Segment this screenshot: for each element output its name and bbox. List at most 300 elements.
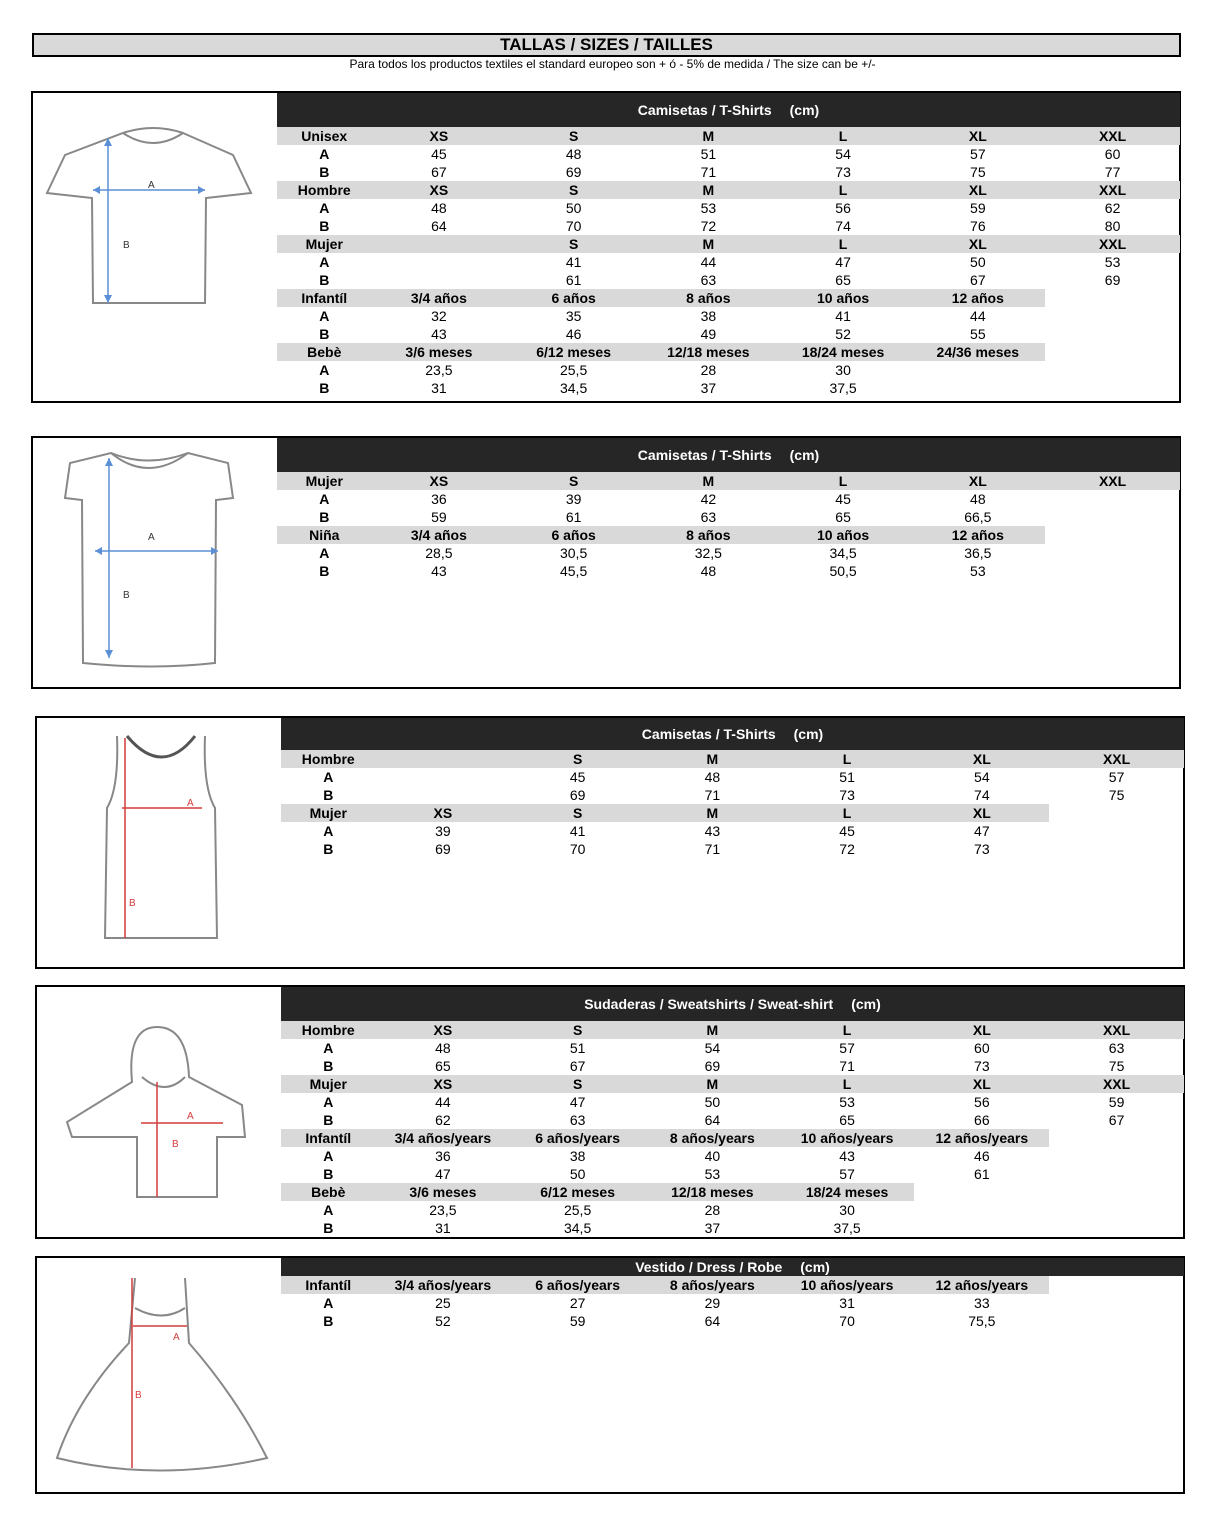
measurement-cell: 63 — [700, 509, 717, 525]
measurement-cell: 69 — [1104, 272, 1121, 288]
size-label: 6 años — [506, 526, 641, 544]
measurement-cell: 57 — [839, 1040, 855, 1056]
table-title: Vestido / Dress / Robe (cm) — [281, 1258, 1184, 1276]
measurement-cell: 47 — [435, 1166, 451, 1182]
measurement-cell: 71 — [704, 841, 721, 857]
size-section-tshirt-women — [31, 436, 1181, 689]
measurement-cell: 30 — [835, 362, 851, 378]
row-label: Niña — [277, 526, 372, 544]
measurement-cell: 50,5 — [829, 563, 857, 579]
measurement-cell: 57 — [839, 1166, 855, 1182]
empty-cell — [914, 1183, 1049, 1201]
measurement-row — [277, 163, 1180, 181]
size-table — [277, 438, 1180, 580]
measurement-row — [281, 1294, 1184, 1312]
measurement-cell: 31 — [839, 1295, 855, 1311]
measurement-cell: 37,5 — [833, 1220, 861, 1236]
row-label: B — [319, 272, 330, 288]
measurement-cell: 71 — [700, 164, 717, 180]
size-label: 3/4 años — [372, 289, 507, 307]
size-label: L — [776, 127, 911, 145]
size-section-tanktop — [35, 716, 1185, 969]
size-label: S — [506, 127, 641, 145]
size-label: M — [645, 1075, 780, 1093]
size-label: L — [780, 1021, 915, 1039]
measurement-cell: 48 — [435, 1040, 451, 1056]
measure-label-b: B — [123, 240, 130, 251]
measure-label-b: B — [123, 590, 130, 601]
size-section-tshirt — [31, 91, 1181, 403]
size-label: XL — [914, 1021, 1049, 1039]
size-label: XS — [372, 127, 507, 145]
size-label: XS — [376, 1075, 511, 1093]
measurement-cell: 23,5 — [429, 1202, 457, 1218]
size-label: XS — [372, 472, 507, 490]
size-label: 10 años/years — [780, 1276, 915, 1294]
size-label: S — [510, 750, 645, 768]
measurement-cell: 27 — [569, 1295, 586, 1311]
measurement-cell: 60 — [974, 1040, 990, 1056]
measurement-cell: 74 — [974, 787, 990, 803]
empty-cell — [1045, 544, 1180, 562]
measurement-row — [277, 379, 1180, 397]
measurement-row — [281, 1057, 1184, 1075]
measurement-row — [277, 490, 1180, 508]
row-label: A — [323, 823, 334, 839]
measurement-cell: 43 — [431, 563, 447, 579]
measurement-cell: 28 — [700, 362, 717, 378]
empty-cell — [1049, 804, 1184, 822]
measurement-cell: 54 — [974, 769, 990, 785]
size-section-sweatshirt — [35, 985, 1185, 1239]
measurement-cell: 36,5 — [964, 545, 992, 561]
measurement-cell: 80 — [1104, 218, 1121, 234]
measurement-cell: 63 — [700, 272, 717, 288]
measurement-cell: 45 — [835, 491, 851, 507]
size-label: XL — [914, 804, 1049, 822]
measurement-cell: 69 — [565, 164, 582, 180]
measurement-cell: 34,5 — [559, 380, 588, 396]
measurement-cell: 72 — [839, 841, 855, 857]
empty-cell — [914, 1201, 1049, 1219]
measurement-cell: 48 — [970, 491, 986, 507]
table-title: Sudaderas / Sweatshirts / Sweat-shirt (cm) — [281, 987, 1184, 1021]
measurement-cell: 34,5 — [563, 1220, 592, 1236]
measurement-cell: 63 — [569, 1112, 586, 1128]
measurement-cell: 76 — [970, 218, 986, 234]
size-table — [277, 93, 1180, 397]
measurement-cell: 65 — [435, 1058, 451, 1074]
measurement-cell: 69 — [435, 841, 451, 857]
measurement-cell: 61 — [974, 1166, 990, 1182]
measurement-cell: 37 — [700, 380, 717, 396]
size-label: 8 años/years — [645, 1276, 780, 1294]
measurement-cell: 52 — [435, 1313, 451, 1329]
measurement-cell: 53 — [970, 563, 986, 579]
measurement-cell: 25,5 — [559, 362, 588, 378]
row-label: Infantíl — [277, 289, 372, 307]
empty-cell — [1049, 1201, 1184, 1219]
empty-cell — [1049, 1294, 1184, 1312]
size-label: M — [641, 127, 776, 145]
row-label: A — [319, 308, 330, 324]
size-section-dress — [35, 1256, 1185, 1494]
size-label: 10 años — [776, 526, 911, 544]
measurement-cell: 42 — [700, 491, 717, 507]
size-table — [281, 987, 1184, 1237]
measurement-cell: 69 — [569, 787, 586, 803]
measurement-row — [281, 786, 1184, 804]
row-label: Mujer — [281, 1075, 376, 1093]
measurement-cell: 43 — [431, 326, 447, 342]
measurement-cell: 73 — [974, 841, 990, 857]
empty-cell — [1045, 526, 1180, 544]
size-table — [281, 1258, 1184, 1330]
empty-cell — [1049, 1219, 1184, 1237]
measurement-cell: 30,5 — [559, 545, 588, 561]
row-label: A — [323, 769, 334, 785]
size-label: 3/4 años — [372, 526, 507, 544]
size-label: M — [645, 1021, 780, 1039]
row-label: B — [319, 218, 330, 234]
size-label: XL — [910, 127, 1045, 145]
measurement-cell: 41 — [835, 308, 851, 324]
size-label: S — [506, 472, 641, 490]
row-label: A — [319, 362, 330, 378]
size-label: 12 años/years — [914, 1129, 1049, 1147]
measurement-cell — [910, 379, 1045, 397]
measurement-row — [281, 768, 1184, 786]
row-label: B — [319, 563, 330, 579]
measurement-cell: 25,5 — [563, 1202, 592, 1218]
size-label: 6 años — [506, 289, 641, 307]
measurement-cell: 67 — [970, 272, 986, 288]
size-label: 8 años/years — [645, 1129, 780, 1147]
row-label: B — [323, 1112, 334, 1128]
row-label: A — [323, 1202, 334, 1218]
measurement-cell: 44 — [700, 254, 717, 270]
size-label: S — [506, 235, 641, 253]
empty-cell — [1045, 361, 1180, 379]
measurement-cell — [372, 271, 507, 289]
measure-label-b: B — [135, 1390, 142, 1401]
measurement-cell: 37 — [704, 1220, 721, 1236]
measurement-cell: 45 — [431, 146, 447, 162]
empty-cell — [1049, 1129, 1184, 1147]
size-label: 6 años/years — [510, 1129, 645, 1147]
measurement-cell: 49 — [700, 326, 717, 342]
measurement-cell: 65 — [835, 509, 851, 525]
size-label: XXL — [1049, 1075, 1184, 1093]
empty-cell — [1049, 1165, 1184, 1183]
measure-label-a: A — [148, 180, 155, 191]
measure-label-a: A — [148, 532, 155, 543]
measurement-cell: 39 — [565, 491, 582, 507]
size-label: L — [780, 1075, 915, 1093]
size-header-row — [277, 343, 1180, 361]
measurement-cell: 62 — [435, 1112, 451, 1128]
size-label: XXL — [1049, 1021, 1184, 1039]
size-label: XXL — [1045, 127, 1180, 145]
size-label: XS — [376, 1021, 511, 1039]
measurement-row — [281, 1219, 1184, 1237]
measurement-cell: 53 — [839, 1094, 855, 1110]
row-label: Unisex — [277, 127, 372, 145]
measurement-cell: 61 — [565, 509, 582, 525]
measurement-row — [277, 562, 1180, 580]
empty-cell — [1045, 325, 1180, 343]
size-header-row — [281, 1276, 1184, 1294]
row-label: B — [319, 326, 330, 342]
size-header-row — [281, 750, 1184, 768]
size-header-row — [281, 804, 1184, 822]
measurement-cell: 41 — [569, 823, 586, 839]
measurement-cell: 36 — [435, 1148, 451, 1164]
measurement-cell: 70 — [839, 1313, 855, 1329]
measurement-cell: 59 — [970, 200, 986, 216]
size-label: XS — [372, 181, 507, 199]
measurement-cell: 48 — [700, 563, 717, 579]
row-label: Infantíl — [281, 1276, 376, 1294]
measurement-cell: 43 — [839, 1148, 855, 1164]
size-label: M — [641, 181, 776, 199]
row-label: Hombre — [281, 750, 376, 768]
row-label: B — [323, 787, 334, 803]
size-label: 3/4 años/years — [376, 1129, 511, 1147]
measurement-cell: 59 — [431, 509, 447, 525]
row-label: Mujer — [281, 804, 376, 822]
measurement-cell: 37,5 — [829, 380, 857, 396]
measurement-cell: 47 — [974, 823, 990, 839]
measurement-cell: 73 — [974, 1058, 990, 1074]
measurement-cell: 50 — [970, 254, 986, 270]
measurement-cell: 53 — [1104, 254, 1121, 270]
measurement-cell: 25 — [435, 1295, 451, 1311]
empty-cell — [1049, 1147, 1184, 1165]
size-label: XXL — [1045, 235, 1180, 253]
measurement-cell: 54 — [835, 146, 851, 162]
measurement-cell: 75,5 — [968, 1313, 996, 1329]
row-label: A — [319, 491, 330, 507]
measurement-cell: 63 — [1108, 1040, 1125, 1056]
row-label: Hombre — [277, 181, 372, 199]
measurement-cell: 39 — [435, 823, 451, 839]
measurement-cell: 75 — [1108, 787, 1125, 803]
tshirt-illustration — [33, 93, 277, 401]
size-label: 18/24 meses — [776, 343, 911, 361]
row-label: B — [323, 1058, 334, 1074]
row-label: B — [323, 841, 334, 857]
measurement-cell: 65 — [839, 1112, 855, 1128]
measurement-row — [281, 1147, 1184, 1165]
measure-label-b: B — [172, 1139, 179, 1150]
measurement-cell: 67 — [569, 1058, 586, 1074]
measurement-cell: 46 — [974, 1148, 990, 1164]
table-title: Camisetas / T-Shirts (cm) — [277, 438, 1180, 472]
measure-label-a: A — [187, 1111, 194, 1122]
measurement-cell — [376, 768, 511, 786]
row-label: B — [323, 1220, 334, 1236]
empty-cell — [1049, 1183, 1184, 1201]
size-label: 12/18 meses — [645, 1183, 780, 1201]
empty-cell — [1049, 822, 1184, 840]
size-header-row — [277, 472, 1180, 490]
size-label: 6 años/years — [510, 1276, 645, 1294]
measurement-cell — [910, 361, 1045, 379]
size-label: 6/12 meses — [506, 343, 641, 361]
measure-label-b: B — [129, 898, 136, 909]
measurement-cell: 38 — [700, 308, 717, 324]
measurement-cell — [1045, 508, 1180, 526]
measurement-cell: 66,5 — [964, 509, 992, 525]
row-label: Bebè — [281, 1183, 376, 1201]
row-label: A — [319, 200, 330, 216]
measurement-cell: 61 — [565, 272, 582, 288]
measurement-row — [277, 271, 1180, 289]
measure-label-a: A — [173, 1332, 180, 1343]
size-label: 12 años — [910, 526, 1045, 544]
measurement-cell: 50 — [565, 200, 582, 216]
measurement-cell: 53 — [704, 1166, 721, 1182]
measurement-cell — [1045, 490, 1180, 508]
measurement-cell: 50 — [704, 1094, 721, 1110]
measurement-cell: 44 — [435, 1094, 451, 1110]
measurement-cell: 30 — [839, 1202, 855, 1218]
page-subtitle: Para todos los productos textiles el standard europeo son + ó - 5% de medida / The size can be +/- — [349, 57, 876, 71]
measurement-cell: 70 — [569, 841, 586, 857]
measurement-row — [281, 1039, 1184, 1057]
size-label: S — [510, 1021, 645, 1039]
size-label: S — [506, 181, 641, 199]
measurement-row — [277, 508, 1180, 526]
measurement-cell: 40 — [704, 1148, 721, 1164]
measurement-cell: 73 — [835, 164, 851, 180]
row-label: A — [319, 254, 330, 270]
row-label: A — [323, 1094, 334, 1110]
size-label: XXL — [1045, 181, 1180, 199]
row-label: A — [323, 1040, 334, 1056]
size-label: 8 años — [641, 526, 776, 544]
measurement-cell: 43 — [704, 823, 721, 839]
measure-label-a: A — [187, 798, 194, 809]
measurement-cell: 64 — [431, 218, 447, 234]
row-label: B — [323, 1166, 334, 1182]
measurement-cell: 56 — [835, 200, 851, 216]
measurement-cell: 71 — [704, 787, 721, 803]
measurement-cell: 69 — [704, 1058, 721, 1074]
size-label: 12/18 meses — [641, 343, 776, 361]
row-label: A — [319, 545, 330, 561]
size-label: S — [510, 804, 645, 822]
measurement-cell: 48 — [704, 769, 721, 785]
measurement-cell: 51 — [839, 769, 855, 785]
measurement-cell: 45 — [569, 769, 586, 785]
size-label — [372, 235, 507, 253]
size-label: XXL — [1045, 472, 1180, 490]
measurement-row — [277, 361, 1180, 379]
measurement-row — [277, 544, 1180, 562]
empty-cell — [1045, 379, 1180, 397]
size-label: M — [645, 750, 780, 768]
measurement-cell: 59 — [1108, 1094, 1125, 1110]
size-label: 10 años — [776, 289, 911, 307]
size-label: XL — [910, 181, 1045, 199]
row-label: B — [323, 1313, 334, 1329]
size-label — [376, 750, 511, 768]
size-label: 12 años/years — [914, 1276, 1049, 1294]
page-title: TALLAS / SIZES / TAILLES — [32, 33, 1181, 57]
measurement-cell: 72 — [700, 218, 717, 234]
measurement-row — [281, 1165, 1184, 1183]
empty-cell — [1045, 307, 1180, 325]
measurement-row — [277, 217, 1180, 235]
size-header-row — [281, 1183, 1184, 1201]
row-label: Mujer — [277, 472, 372, 490]
size-label: 12 años — [910, 289, 1045, 307]
measurement-cell: 36 — [431, 491, 447, 507]
measurement-cell: 57 — [970, 146, 986, 162]
row-label: B — [319, 380, 330, 396]
measurement-cell: 28,5 — [425, 545, 453, 561]
measurement-cell: 51 — [700, 146, 717, 162]
size-label: 8 años — [641, 289, 776, 307]
size-label: XL — [910, 472, 1045, 490]
size-label: 3/6 meses — [372, 343, 507, 361]
size-header-row — [277, 127, 1180, 145]
table-title: Camisetas / T-Shirts (cm) — [277, 93, 1180, 127]
size-header-row — [281, 1129, 1184, 1147]
measurement-cell: 48 — [431, 200, 447, 216]
measurement-cell: 74 — [835, 218, 851, 234]
measurement-cell: 51 — [569, 1040, 586, 1056]
measurement-cell: 35 — [565, 308, 582, 324]
hoodie-illustration — [37, 987, 281, 1237]
measurement-row — [277, 253, 1180, 271]
measurement-cell: 33 — [974, 1295, 990, 1311]
size-label: L — [776, 472, 911, 490]
size-header-row — [281, 1075, 1184, 1093]
empty-cell — [914, 1219, 1049, 1237]
size-label: L — [780, 750, 915, 768]
row-label: A — [323, 1295, 334, 1311]
empty-cell — [1049, 1312, 1184, 1330]
measurement-cell: 57 — [1108, 769, 1125, 785]
size-label: S — [510, 1075, 645, 1093]
measurement-cell: 60 — [1104, 146, 1121, 162]
size-header-row — [277, 289, 1180, 307]
measurement-cell: 46 — [565, 326, 582, 342]
size-label: 3/4 años/years — [376, 1276, 511, 1294]
row-label: Bebè — [277, 343, 372, 361]
measurement-cell: 64 — [704, 1112, 721, 1128]
measurement-row — [277, 307, 1180, 325]
size-label: 18/24 meses — [780, 1183, 915, 1201]
measurement-cell: 59 — [569, 1313, 586, 1329]
measurement-cell: 67 — [1108, 1112, 1125, 1128]
measurement-cell: 75 — [1108, 1058, 1125, 1074]
row-label: A — [323, 1148, 334, 1164]
measurement-cell: 48 — [565, 146, 582, 162]
measurement-cell: 47 — [835, 254, 851, 270]
measurement-cell: 50 — [569, 1166, 586, 1182]
measurement-cell: 71 — [839, 1058, 855, 1074]
size-label: M — [641, 472, 776, 490]
measurement-cell: 65 — [835, 272, 851, 288]
measurement-cell: 38 — [569, 1148, 586, 1164]
measurement-cell: 45 — [839, 823, 855, 839]
measurement-row — [281, 1093, 1184, 1111]
measurement-cell: 77 — [1104, 164, 1121, 180]
